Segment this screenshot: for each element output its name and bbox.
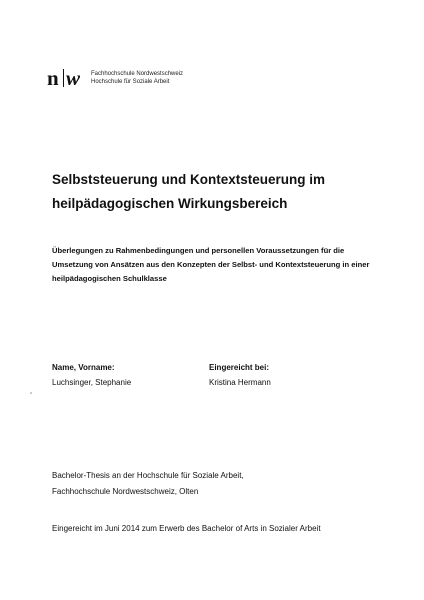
submitted-to-label: Eingereicht bei: [209,363,270,372]
scan-speck [30,392,32,394]
author-value: Luchsinger, Stephanie [52,378,132,387]
fhnw-logo-mark [47,66,89,90]
document-title-line2: heilpädagogischen Wirkungsbereich [52,196,288,211]
document-title [52,168,372,216]
thesis-line2: Fachhochschule Nordwestschweiz, Olten [52,487,199,496]
logo-divider [63,69,64,87]
document-subtitle: Überlegungen zu Rahmenbedingungen und personellen Voraussetzungen für die Umsetzung von Ansätzen aus den Konzepten der Selbst- und Kontextsteuerung in einer heilpädagogischen Schulklasse [52,246,370,283]
thesis-line1: Bachelor-Thesis an der Hochschule für Soziale Arbeit, [52,471,244,480]
thesis-institution [52,468,352,500]
logo-letter-n: n [47,66,59,90]
school-name-line2: Hochschule für Soziale Arbeit [91,79,170,85]
logo-letter-w: w [66,66,81,90]
school-name [91,70,291,86]
author-label: Name, Vorname: [52,363,115,372]
submission-note: Eingereicht im Juni 2014 zum Erwerb des Bachelor of Arts in Sozialer Arbeit [52,524,321,533]
school-name-line1: Fachhochschule Nordwestschweiz [91,71,184,77]
document-title-line1: Selbststeuerung und Kontextsteuerung im [52,172,326,187]
submitted-to-value: Kristina Hermann [209,378,271,387]
